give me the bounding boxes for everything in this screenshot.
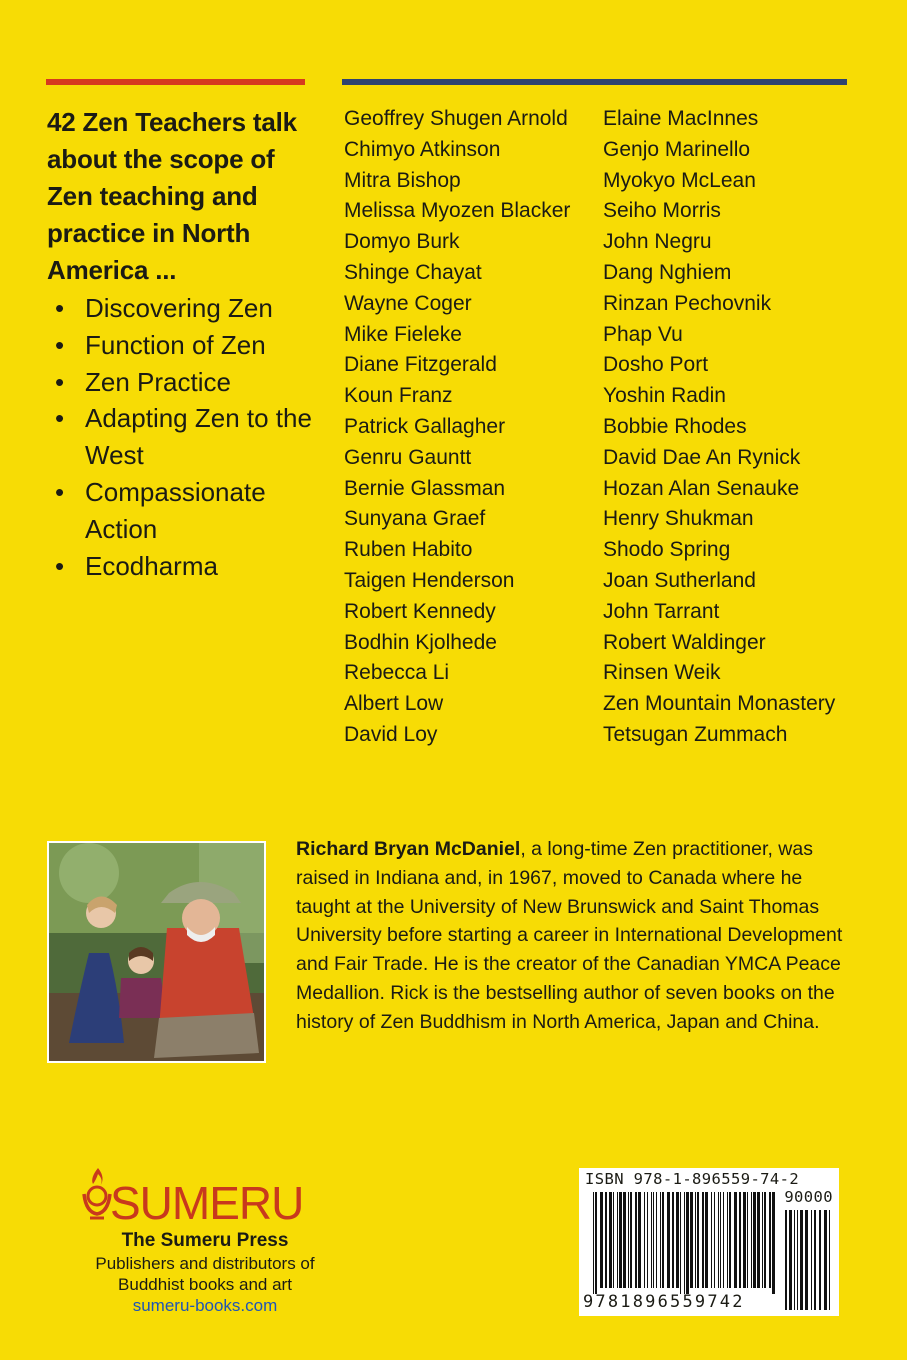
author-name: Richard Bryan McDaniel [296, 838, 521, 860]
topic-list [47, 290, 327, 584]
ean-digits: 9781896559742 [583, 1292, 745, 1312]
author-photo [47, 841, 266, 1063]
teacher-name: John Negru [603, 230, 712, 254]
publisher-url-link[interactable]: sumeru-books.com [132, 1296, 278, 1315]
bullet-icon: • [55, 550, 65, 581]
bullet-icon: • [55, 329, 65, 360]
isbn-barcode [579, 1168, 839, 1316]
teacher-name: Elaine MacInnes [603, 107, 759, 130]
barcode-addon-label: 90000 [784, 1188, 833, 1206]
teacher-name: Taigen Henderson [344, 568, 515, 592]
teacher-name: Rinsen Weik [603, 661, 721, 685]
teacher-name: David Dae An Rynick [603, 445, 801, 469]
publisher-name: The Sumeru Press [121, 1230, 289, 1251]
bullet-icon: • [55, 293, 65, 323]
teacher-name: Robert Waldinger [603, 630, 766, 654]
teacher-name: Rinzan Pechovnik [603, 291, 772, 315]
teacher-name: Myokyo McLean [603, 168, 756, 192]
teacher-name: Wayne Coger [344, 291, 472, 315]
teacher-name: Ruben Habito [344, 538, 473, 562]
teacher-name: Yoshin Radin [603, 384, 726, 408]
teacher-name: Domyo Burk [344, 230, 460, 254]
bullet-icon: • [55, 476, 65, 507]
author-bio-text: , a long-time Zen practitioner, was raised in Indiana and, in 1967, moved to Canada where he taught at the University of New Brunswick and Saint Thomas University before starting a career in International Development and Fair Trade. He is the creator of the Canadian YMCA Peace Medallion. Rick is the bestselling author of seven books on the history of Zen Buddhism in North America, Japan and China. [296, 838, 843, 1033]
flame-bowl-logo-icon [80, 1166, 114, 1222]
teacher-name: Zen Mountain Monastery [603, 692, 836, 716]
topic-item: • Function of Zen [47, 327, 327, 364]
bullet-icon: • [55, 366, 65, 397]
publisher-description: Publishers and distributors of Buddhist books and art [95, 1254, 315, 1294]
author-bio [296, 835, 856, 1037]
intro-heading: 42 Zen Teachers talk about the scope of Zen teaching and practice in North America ... [47, 107, 297, 285]
topic-item: • Discovering Zen [47, 290, 327, 327]
bullet-icon: • [55, 403, 65, 434]
teacher-name: Genjo Marinello [603, 137, 751, 161]
teacher-name: Shinge Chayat [344, 260, 482, 284]
teacher-name: Hozan Alan Senauke [603, 476, 800, 500]
teacher-name: Dosho Port [603, 353, 709, 377]
blue-divider-rule [342, 79, 847, 85]
teacher-name: Chimyo Atkinson [344, 137, 501, 161]
teacher-name: Robert Kennedy [344, 599, 496, 623]
publisher-logo-wordmark: SUMERU [110, 1177, 304, 1229]
teacher-name: Rebecca Li [344, 661, 450, 685]
isbn-label: ISBN 978-1-896559-74-2 [585, 1170, 800, 1188]
teacher-list-column-2 [603, 104, 835, 751]
teacher-name: Genru Gauntt [344, 445, 472, 469]
teacher-name: Shodo Spring [603, 538, 731, 562]
teacher-name: Geoffrey Shugen Arnold [344, 107, 568, 130]
teacher-name: Albert Low [344, 692, 444, 716]
red-divider-rule [46, 79, 305, 85]
teacher-name: Joan Sutherland [603, 568, 756, 592]
teacher-name: Patrick Gallagher [344, 414, 506, 438]
teacher-name: Henry Shukman [603, 507, 754, 531]
teacher-name: Seiho Morris [603, 199, 721, 223]
teacher-name: Bodhin Kjolhede [344, 630, 497, 654]
teacher-name: Melissa Myozen Blacker [344, 199, 571, 223]
teacher-name: Mike Fieleke [344, 322, 462, 346]
teacher-name: Sunyana Graef [344, 507, 486, 531]
teacher-name: Koun Franz [344, 384, 453, 408]
teacher-name: Bernie Glassman [344, 476, 506, 500]
topic-item: • Zen Practice [47, 364, 327, 401]
topic-item: • Compassionate Action [47, 474, 327, 548]
topic-item: • Ecodharma [47, 548, 327, 585]
teacher-name: Dang Nghiem [603, 260, 732, 284]
teacher-name: John Tarrant [603, 599, 720, 623]
teacher-name: David Loy [344, 722, 438, 746]
teacher-name: Phap Vu [603, 322, 683, 346]
teacher-list-column-1 [344, 104, 570, 751]
teacher-name: Diane Fitzgerald [344, 353, 497, 377]
topic-item: • Adapting Zen to the West [47, 400, 327, 474]
teacher-name: Tetsugan Zummach [603, 722, 788, 746]
publisher-block [60, 1229, 350, 1317]
teacher-name: Bobbie Rhodes [603, 414, 747, 438]
teacher-name: Mitra Bishop [344, 168, 461, 192]
